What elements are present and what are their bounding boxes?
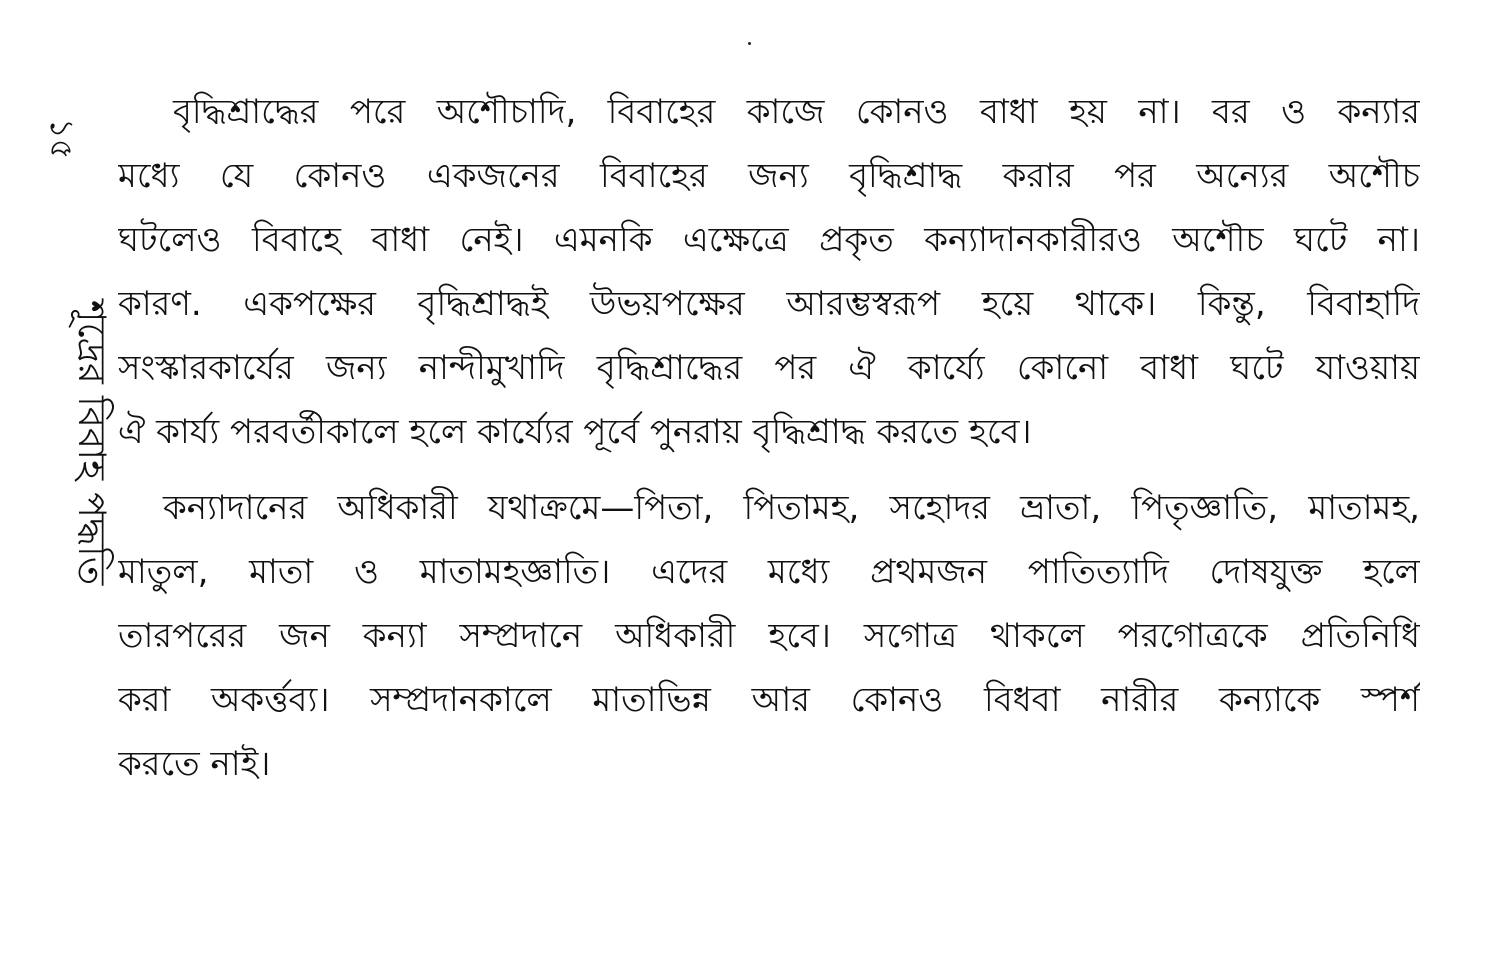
print-speck (748, 42, 751, 45)
text-line: মধ্যে যে কোনও একজনের বিবাহের জন্য বৃদ্ধিশ্রাদ্ধ করার পর অন্যের অশৌচ (118, 156, 1420, 196)
page-number: ১৫ (43, 118, 81, 160)
text-line: করা অকর্ত্তব্য। সম্প্রদানকালে মাতাভিন্ন আর কোনও বিধবা নারীর কন্যাকে স্পর্শ (118, 680, 1420, 720)
paragraph-2 (118, 476, 1420, 796)
text-line: মাতুল, মাতা ও মাতামহজ্ঞাতি। এদের মধ্যে প্রথমজন পাতিত্যাদি দোষযুক্ত হলে (118, 552, 1420, 592)
text-line: কন্যাদানের অধিকারী যথাক্রমে—পিতা, পিতামহ, সহোদর ভ্রাতা, পিতৃজ্ঞাতি, মাতামহ, (163, 488, 1420, 528)
text-line: ঐ কার্য্য পরবর্তীকালে হলে কার্য্যের পূর্বে পুনরায় বৃদ্ধিশ্রাদ্ধ করতে হবে। (118, 412, 1032, 452)
text-line: ঘটলেও বিবাহে বাধা নেই। এমনকি এক্ষেত্রে প্রকৃত কন্যাদানকারীরও অশৌচ ঘটে না। (118, 220, 1420, 260)
text-line: করতে নাই। (118, 744, 271, 784)
side-title-handwritten: শূদ্রের বিবাহ পদ্ধতি (70, 300, 114, 586)
text-line: বৃদ্ধিশ্রাদ্ধের পরে অশৌচাদি, বিবাহের কাজে কোনও বাধা হয় না। বর ও কন্যার (173, 92, 1420, 132)
paragraph-gap (118, 464, 1420, 476)
text-line: সংস্কারকার্যের জন্য নান্দীমুখাদি বৃদ্ধিশ্রাদ্ধের পর ঐ কার্য্যে কোনো বাধা ঘটে যাওয়ায় (118, 348, 1420, 388)
paragraph-1 (118, 80, 1420, 464)
text-line: তারপরের জন কন্যা সম্প্রদানে অধিকারী হবে। সগোত্র থাকলে পরগোত্রকে প্রতিনিধি (118, 616, 1420, 656)
body-text (118, 80, 1420, 796)
text-line: কারণ. একপক্ষের বৃদ্ধিশ্রাদ্ধই উভয়পক্ষের আরম্ভস্বরূপ হয়ে থাকে। কিন্তু, বিবাহাদি (118, 284, 1420, 324)
